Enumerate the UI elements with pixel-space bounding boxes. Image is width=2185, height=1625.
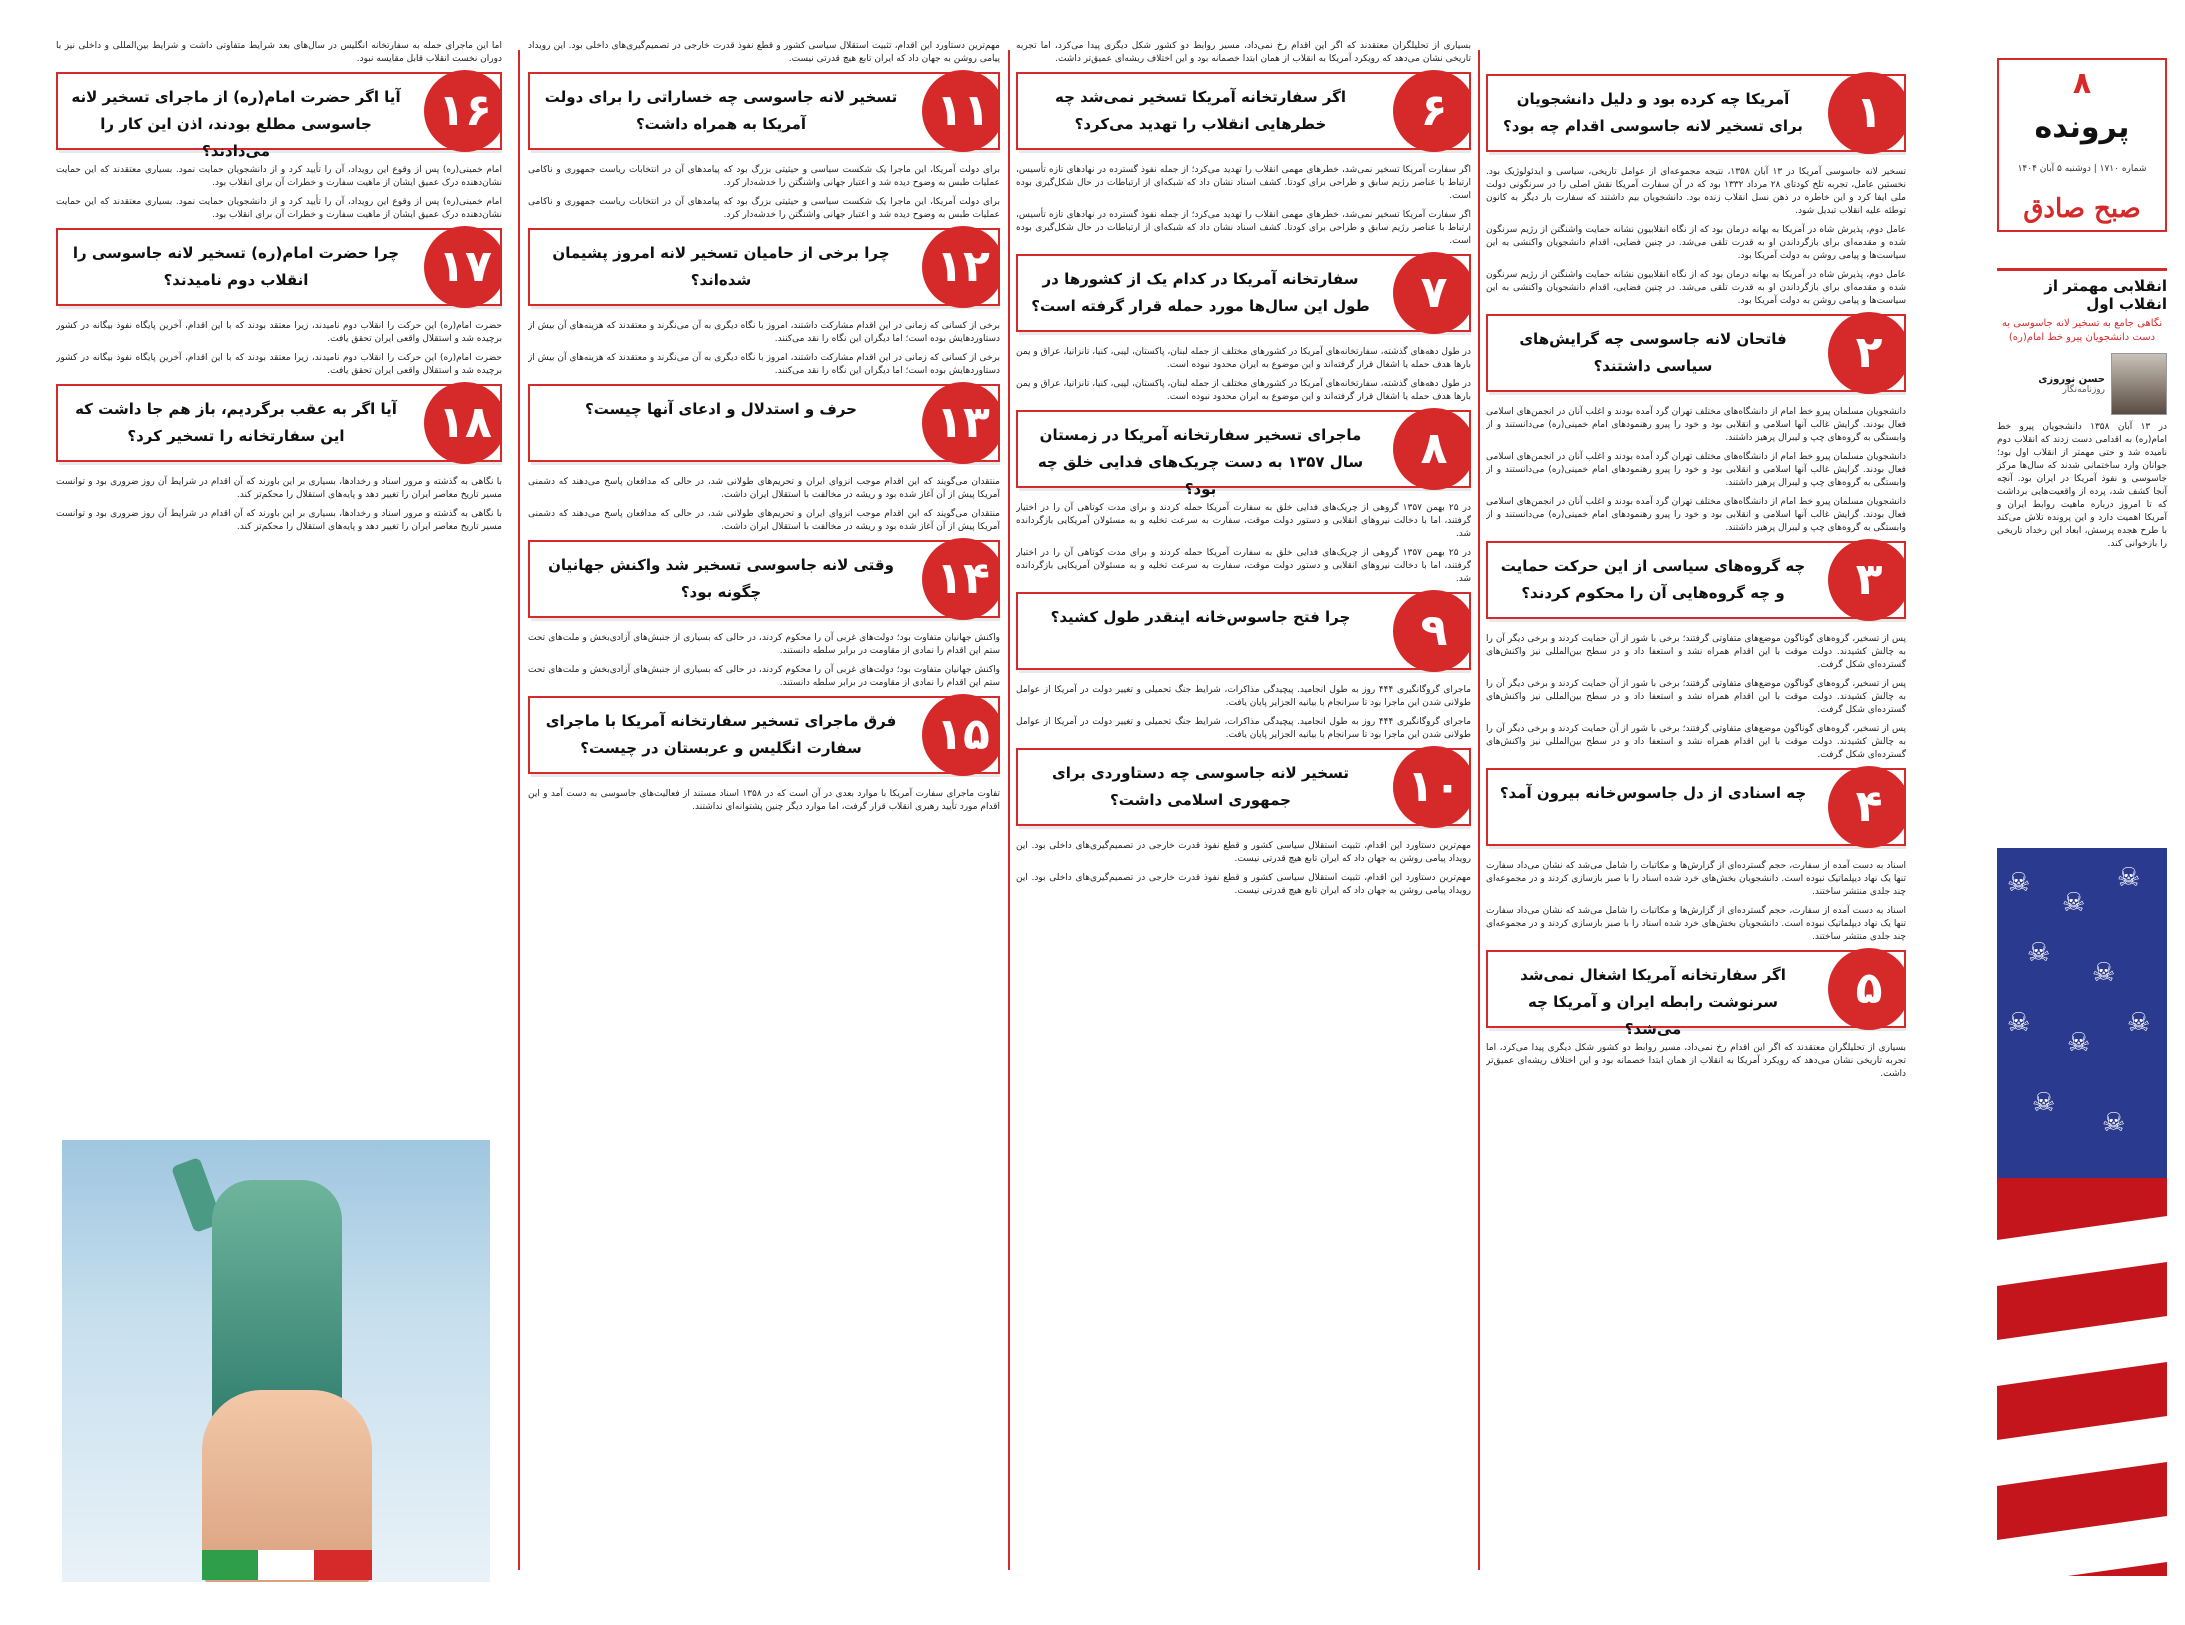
intro-title: انقلابی مهمتر از انقلاب اول (2044, 277, 2167, 313)
article-text: مهم‌ترین دستاورد این اقدام، تثبیت استقلال سیاسی کشور و قطع نفوذ قدرت خارجی در تصمیم‌گیری‌های داخلی بود. این رویداد پیامی روشن به جهان داد که ایران تابع هیچ قدرتی نیست. (1016, 841, 1471, 864)
question-number: ۱۵ (922, 694, 1000, 776)
author-name: حسن نوروزی (2038, 373, 2105, 385)
section-title: پرونده (2034, 110, 2130, 145)
question-title: اگر سفارتخانه آمریکا تسخیر نمی‌شد چه خطرهایی انقلاب را تهدید می‌کرد؟ (1054, 88, 1347, 133)
question-number: ۴ (1828, 766, 1906, 848)
skull-icon: ☠ (2007, 1008, 2031, 1038)
intro-box (1997, 268, 2167, 551)
question-box (1486, 950, 1906, 1038)
question-box (528, 696, 1000, 774)
article-text: پس از تسخیر، گروه‌های گوناگون موضع‌های متفاوتی گرفتند؛ برخی با شور از آن حمایت کردند و برخی دیگر آن را به چالش کشیدند. دولت موقت با این اقدام همراه نشد و استعفا داد و در سطح بین‌المللی نیز واکنش‌های گسترده‌ای شکل گرفت. (1486, 724, 1906, 760)
question-box (528, 540, 1000, 618)
question-box (1486, 74, 1906, 152)
question-box (1016, 72, 1471, 150)
article-text: در طول دهه‌های گذشته، سفارتخانه‌های آمریکا در کشورهای مختلف از جمله لبنان، پاکستان، لیبی، کنیا، تانزانیا، عراق و یمن بارها هدف حمله یا اشغال قرار گرفته‌اند و این موضوع به ایران محدود نبوده است. (1016, 379, 1471, 402)
author-photo (2111, 353, 2167, 415)
skull-icon: ☠ (2032, 1088, 2056, 1118)
question-title: سفارتخانه آمریکا در کدام یک از کشورها در طول این سال‌ها مورد حمله قرار گرفته است؟ (1031, 270, 1370, 315)
intro-text: در ۱۳ آبان ۱۳۵۸ دانشجویان پیرو خط امام(ره) به اقدامی دست زدند که انقلاب دوم نامیده شد و حتی مهمتر از انقلاب اول بود؛ جوانان وارد ساختمانی شدند که سال‌ها مرکز جاسوسی و نفوذ آمریکا در ایران بود. آنچه آنجا کشف شد، پرده از واقعیت‌هایی برداشت که تا امروز درباره ماهیت روابط ایران و آمریکا اهمیت دارد و این پرونده تلاش می‌کند با طرح هجده پرسش، ابعاد این رخداد تاریخی را بازخوانی کند. (1997, 422, 2167, 549)
question-title: حرف و استدلال و ادعای آنها چیست؟ (585, 400, 857, 418)
question-title: آیا اگر به عقب برگردیم، باز هم جا داشت که این سفارتخانه را تسخیر کرد؟ (75, 400, 397, 445)
article-text: مهم‌ترین دستاورد این اقدام، تثبیت استقلال سیاسی کشور و قطع نفوذ قدرت خارجی در تصمیم‌گیری‌های داخلی بود. این رویداد پیامی روشن به جهان داد که ایران تابع هیچ قدرتی نیست. (528, 41, 1000, 64)
column-questions-6-10 (1016, 40, 1471, 1610)
skull-icon: ☠ (2062, 888, 2086, 918)
question-number: ۱۰ (1393, 746, 1471, 828)
question-title: اگر سفارتخانه آمریکا اشغال نمی‌شد سرنوشت رابطه ایران و آمریکا چه می‌شد؟ (1520, 966, 1786, 1038)
question-title: فاتحان لانه جاسوسی چه گرایش‌های سیاسی داشتند؟ (1519, 330, 1787, 375)
column-rule (1478, 50, 1480, 1570)
question-number: ۶ (1393, 70, 1471, 152)
article-text: مهم‌ترین دستاورد این اقدام، تثبیت استقلال سیاسی کشور و قطع نفوذ قدرت خارجی در تصمیم‌گیری‌های داخلی بود. این رویداد پیامی روشن به جهان داد که ایران تابع هیچ قدرتی نیست. (1016, 873, 1471, 896)
question-number: ۱ (1828, 72, 1906, 154)
column-rule (1008, 50, 1010, 1570)
article-text: برخی از کسانی که زمانی در این اقدام مشارکت داشتند، امروز با نگاه دیگری به آن می‌نگرند و معتقدند که هزینه‌های آن بیش از دستاوردهایش بوده است؛ اما دیگران این نگاه را نقد می‌کنند. (528, 321, 1000, 344)
author-block (1997, 353, 2167, 415)
flag-stripe (1997, 1516, 2167, 1576)
article-text: برای دولت آمریکا، این ماجرا یک شکست سیاسی و حیثیتی بزرگ بود که پیامدهای آن در انتخابات ریاست جمهوری و ناکامی عملیات طبس به وضوح دیده شد و اعتبار جهانی واشنگتن را خدشه‌دار کرد. (528, 197, 1000, 220)
question-title: آیا اگر حضرت امام(ره) از ماجرای تسخیر لانه جاسوسی مطلع بودند، اذن این کار را می‌دادند؟ (71, 88, 401, 160)
article-text: اگر سفارت آمریکا تسخیر نمی‌شد، خطرهای مهمی انقلاب را تهدید می‌کرد؛ از جمله نفوذ گسترده در نهادهای تازه تأسیس، ارتباط با عناصر رژیم سابق و طراحی برای کودتا. کشف اسناد نشان داد که شبکه‌ای از ارتباطات در حال شکل‌گیری بوده است. (1016, 210, 1471, 246)
skull-icon: ☠ (2007, 868, 2031, 898)
question-title: چرا حضرت امام(ره) تسخیر لانه جاسوسی را انقلاب دوم نامیدند؟ (72, 244, 400, 289)
question-number: ۳ (1828, 539, 1906, 621)
column-questions-16-18 (56, 40, 502, 1120)
article-text: پس از تسخیر، گروه‌های گوناگون موضع‌های متفاوتی گرفتند؛ برخی با شور از آن حمایت کردند و برخی دیگر آن را به چالش کشیدند. دولت موقت با این اقدام همراه نشد و استعفا داد و در سطح بین‌المللی نیز واکنش‌های گسترده‌ای شکل گرفت. (1486, 634, 1906, 670)
question-title: آمریکا چه کرده بود و دلیل دانشجویان برای تسخیر لانه جاسوسی اقدام چه بود؟ (1503, 90, 1803, 135)
article-text: با نگاهی به گذشته و مرور اسناد و رخدادها، بسیاری بر این باورند که آن اقدام در شرایط آن روز ضروری بود و توانست مسیر تاریخ معاصر ایران را تغییر دهد و پایه‌های استقلال را محکم‌تر کند. (56, 477, 502, 500)
article-text: امام خمینی(ره) پس از وقوع این رویداد، آن را تأیید کرد و از دانشجویان حمایت نمود. بسیاری معتقدند که این حمایت نشان‌دهنده درک عمیق ایشان از ماهیت سفارت و خطرات آن برای انقلاب بود. (56, 165, 502, 188)
flag-stripe (1997, 1416, 2167, 1486)
question-box (56, 72, 502, 160)
article-text: دانشجویان مسلمان پیرو خط امام از دانشگاه‌های مختلف تهران گرد آمده بودند و اغلب آنان در انجمن‌های اسلامی فعال بودند. گرایش غالب آنها اسلامی و انقلابی بود و خود را پیرو رهنمودهای امام خمینی(ره) می‌دانستند و از وابستگی به گروه‌های چپ و لیبرال پرهیز داشتند. (1486, 407, 1906, 443)
article-text: واکنش جهانیان متفاوت بود؛ دولت‌های غربی آن را محکوم کردند، در حالی که بسیاری از جنبش‌های آزادی‌بخش و ملت‌های تحت ستم این اقدام را نمادی از مقاومت در برابر سلطه دانستند. (528, 665, 1000, 688)
article-text: اما این ماجرای حمله به سفارتخانه انگلیس در سال‌های بعد شرایط متفاوتی داشت و شرایط بین‌المللی و داخلی نیز با دوران نخست انقلاب قابل مقایسه نبود. (56, 41, 502, 64)
question-box (1486, 314, 1906, 392)
question-box (528, 384, 1000, 462)
masthead (1997, 58, 2167, 232)
us-flag-skulls-image (1997, 848, 2167, 1576)
question-box (1016, 592, 1471, 670)
question-title: وقتی لانه جاسوسی تسخیر شد واکنش جهانیان چگونه بود؟ (548, 556, 894, 601)
article-text: منتقدان می‌گویند که این اقدام موجب انزوای ایران و تحریم‌های طولانی شد، در حالی که مدافعان پاسخ می‌دهند که دشمنی آمریکا پیش از آن آغاز شده بود و ریشه در مخالفت با استقلال ایران داشت. (528, 477, 1000, 500)
skull-icon: ☠ (2067, 1028, 2091, 1058)
article-text: تسخیر لانه جاسوسی آمریکا در ۱۳ آبان ۱۳۵۸، نتیجه مجموعه‌ای از عوامل تاریخی، سیاسی و ایدئولوژیک بود. نخستین عامل، تجربه تلخ کودتای ۲۸ مرداد ۱۳۳۲ بود که در آن سفارت آمریکا نقش اصلی را در سرنگونی دولت ملی ایفا کرد و این خاطره در ذهن نسل انقلاب زنده بود. دانشجویان بیم داشتند که سفارت بار دیگر به کانون توطئه علیه انقلاب تبدیل شود. (1486, 167, 1906, 216)
article-text: پس از تسخیر، گروه‌های گوناگون موضع‌های متفاوتی گرفتند؛ برخی با شور از آن حمایت کردند و برخی دیگر آن را به چالش کشیدند. دولت موقت با این اقدام همراه نشد و استعفا داد و در سطح بین‌المللی نیز واکنش‌های گسترده‌ای شکل گرفت. (1486, 679, 1906, 715)
question-number: ۱۳ (922, 382, 1000, 464)
question-box (528, 228, 1000, 306)
question-number: ۱۱ (922, 70, 1000, 152)
question-title: فرق ماجرای تسخیر سفارتخانه آمریکا با ماجرای سفارت انگلیس و عربستان در چیست؟ (545, 712, 897, 757)
question-title: تسخیر لانه جاسوسی چه خساراتی را برای دولت آمریکا به همراه داشت؟ (544, 88, 898, 133)
question-box (1486, 768, 1906, 846)
sidebar (1997, 58, 2167, 557)
question-box (1016, 748, 1471, 826)
question-title: چه گروه‌های سیاسی از این حرکت حمایت و چه گروه‌هایی آن را محکوم کردند؟ (1500, 557, 1806, 602)
column-questions-1-5 (1486, 40, 1906, 1610)
question-number: ۱۲ (922, 226, 1000, 308)
article-text: عامل دوم، پذیرش شاه در آمریکا به بهانه درمان بود که از نگاه انقلابیون نشانه حمایت واشنگتن از رژیم سرنگون شده و مقدمه‌ای برای بازگرداندن او به قدرت تلقی می‌شد. در چنین فضایی، اقدام دانشجویان واکنشی به این سیاست‌ها و پیامی روشن به دولت آمریکا بود. (1486, 270, 1906, 306)
article-text: در ۲۵ بهمن ۱۳۵۷ گروهی از چریک‌های فدایی خلق به سفارت آمریکا حمله کردند و برای مدت کوتاهی آن را در اختیار گرفتند، اما با دخالت نیروهای انقلابی و دستور دولت موقت، سفارت به سرعت تخلیه و به مسئولان آمریکایی بازگردانده شد. (1016, 503, 1471, 539)
article-text: اسناد به دست آمده از سفارت، حجم گسترده‌ای از گزارش‌ها و مکاتبات را شامل می‌شد که نشان می‌داد سفارت تنها یک نهاد دیپلماتیک نبوده است. دانشجویان بخش‌های خرد شده اسناد را با صبر بازسازی کردند و در مجموعه‌ای چند جلدی منتشر ساختند. (1486, 906, 1906, 942)
article-text: بسیاری از تحلیلگران معتقدند که اگر این اقدام رخ نمی‌داد، مسیر روابط دو کشور شکل دیگری پیدا می‌کرد، اما تجربه تاریخی نشان می‌دهد که رویکرد آمریکا به انقلاب از همان ابتدا خصمانه بود و این اختلاف ریشه‌ای عمیق‌تر داشت. (1486, 1043, 1906, 1079)
flag-stripe (1997, 1216, 2167, 1286)
question-box (1016, 254, 1471, 332)
article-text: دانشجویان مسلمان پیرو خط امام از دانشگاه‌های مختلف تهران گرد آمده بودند و اغلب آنان در انجمن‌های اسلامی فعال بودند. گرایش غالب آنها اسلامی و انقلابی بود و خود را پیرو رهنمودهای امام خمینی(ره) می‌دانستند و از وابستگی به گروه‌های چپ و لیبرال پرهیز داشتند. (1486, 497, 1906, 533)
question-number: ۷ (1393, 252, 1471, 334)
article-text: تفاوت ماجرای سفارت آمریکا با موارد بعدی در آن است که در ۱۳۵۸ اسناد مستند از فعالیت‌های جاسوسی به دست آمد و این اقدام مورد تأیید رهبری انقلاب قرار گرفت، اما موارد دیگر چنین پشتوانه‌ای نداشتند. (528, 789, 1000, 812)
skull-icon: ☠ (2092, 958, 2116, 988)
crushed-statue-of-liberty-image (62, 1140, 490, 1582)
article-text: واکنش جهانیان متفاوت بود؛ دولت‌های غربی آن را محکوم کردند، در حالی که بسیاری از جنبش‌های آزادی‌بخش و ملت‌های تحت ستم این اقدام را نمادی از مقاومت در برابر سلطه دانستند. (528, 633, 1000, 656)
article-text: برای دولت آمریکا، این ماجرا یک شکست سیاسی و حیثیتی بزرگ بود که پیامدهای آن در انتخابات ریاست جمهوری و ناکامی عملیات طبس به وضوح دیده شد و اعتبار جهانی واشنگتن را خدشه‌دار کرد. (528, 165, 1000, 188)
author-role: روزنامه‌نگار (2062, 384, 2105, 395)
question-box (528, 72, 1000, 150)
skull-icon: ☠ (2117, 863, 2141, 893)
article-text: حضرت امام(ره) این حرکت را انقلاب دوم نامیدند، زیرا معتقد بودند که با این اقدام، آخرین پایگاه نفوذ بیگانه در کشور برچیده شد و استقلال واقعی ایران تحقق یافت. (56, 321, 502, 344)
article-text: ماجرای گروگانگیری ۴۴۴ روز به طول انجامید. پیچیدگی مذاکرات، شرایط جنگ تحمیلی و تغییر دولت در آمریکا از عوامل طولانی شدن این ماجرا بود تا سرانجام با بیانیه الجزایر پایان یافت. (1016, 685, 1471, 708)
skull-icon: ☠ (2102, 1108, 2126, 1138)
question-title: چرا برخی از حامیان تسخیر لانه امروز پشیمان شده‌اند؟ (552, 244, 890, 289)
article-text: عامل دوم، پذیرش شاه در آمریکا به بهانه درمان بود که از نگاه انقلابیون نشانه حمایت واشنگتن از رژیم سرنگون شده و مقدمه‌ای برای بازگرداندن او به قدرت تلقی می‌شد. در چنین فضایی، اقدام دانشجویان واکنشی به این سیاست‌ها و پیامی روشن به دولت آمریکا بود. (1486, 225, 1906, 261)
question-box (56, 228, 502, 306)
question-title: ماجرای تسخیر سفارتخانه آمریکا در زمستان سال ۱۳۵۷ به دست چریک‌های فدایی خلق چه بود؟ (1037, 426, 1364, 498)
article-text: با نگاهی به گذشته و مرور اسناد و رخدادها، بسیاری بر این باورند که آن اقدام در شرایط آن روز ضروری بود و توانست مسیر تاریخ معاصر ایران را تغییر دهد و پایه‌های استقلال را محکم‌تر کند. (56, 509, 502, 532)
page-number: ۸ (2072, 66, 2092, 101)
question-number: ۲ (1828, 312, 1906, 394)
article-text: دانشجویان مسلمان پیرو خط امام از دانشگاه‌های مختلف تهران گرد آمده بودند و اغلب آنان در انجمن‌های اسلامی فعال بودند. گرایش غالب آنها اسلامی و انقلابی بود و خود را پیرو رهنمودهای امام خمینی(ره) می‌دانستند و از وابستگی به گروه‌های چپ و لیبرال پرهیز داشتند. (1486, 452, 1906, 488)
article-text: بسیاری از تحلیلگران معتقدند که اگر این اقدام رخ نمی‌داد، مسیر روابط دو کشور شکل دیگری پیدا می‌کرد، اما تجربه تاریخی نشان می‌دهد که رویکرد آمریکا به انقلاب از همان ابتدا خصمانه بود و این اختلاف ریشه‌ای عمیق‌تر داشت. (1016, 41, 1471, 64)
iran-flag-wristband (202, 1550, 372, 1580)
article-text: اگر سفارت آمریکا تسخیر نمی‌شد، خطرهای مهمی انقلاب را تهدید می‌کرد؛ از جمله نفوذ گسترده در نهادهای تازه تأسیس، ارتباط با عناصر رژیم سابق و طراحی برای کودتا. کشف اسناد نشان داد که شبکه‌ای از ارتباطات در حال شکل‌گیری بوده است. (1016, 165, 1471, 201)
question-title: چرا فتح جاسوس‌خانه اینقدر طول کشید؟ (1050, 608, 1351, 626)
article-text: در ۲۵ بهمن ۱۳۵۷ گروهی از چریک‌های فدایی خلق به سفارت آمریکا حمله کردند و برای مدت کوتاهی آن را در اختیار گرفتند، اما با دخالت نیروهای انقلابی و دستور دولت موقت، سفارت به سرعت تخلیه و به مسئولان آمریکایی بازگردانده شد. (1016, 548, 1471, 584)
column-rule (518, 50, 520, 1570)
article-text: امام خمینی(ره) پس از وقوع این رویداد، آن را تأیید کرد و از دانشجویان حمایت نمود. بسیاری معتقدند که این حمایت نشان‌دهنده درک عمیق ایشان از ماهیت سفارت و خطرات آن برای انقلاب بود. (56, 197, 502, 220)
article-text: برخی از کسانی که زمانی در این اقدام مشارکت داشتند، امروز با نگاه دیگری به آن می‌نگرند و معتقدند که هزینه‌های آن بیش از دستاوردهایش بوده است؛ اما دیگران این نگاه را نقد می‌کنند. (528, 353, 1000, 376)
question-title: تسخیر لانه جاسوسی چه دستاوردی برای جمهوری اسلامی داشت؟ (1051, 764, 1350, 809)
flag-stripe (1997, 1316, 2167, 1386)
column-questions-11-15 (528, 40, 1000, 1610)
question-number: ۹ (1393, 590, 1471, 672)
question-box (56, 384, 502, 462)
publication-logo: صبح صادق (2023, 194, 2141, 224)
question-number: ۱۸ (424, 382, 502, 464)
question-number: ۵ (1828, 948, 1906, 1030)
article-text: ماجرای گروگانگیری ۴۴۴ روز به طول انجامید. پیچیدگی مذاکرات، شرایط جنگ تحمیلی و تغییر دولت در آمریکا از عوامل طولانی شدن این ماجرا بود تا سرانجام با بیانیه الجزایر پایان یافت. (1016, 717, 1471, 740)
question-box (1016, 410, 1471, 498)
article-text: اسناد به دست آمده از سفارت، حجم گسترده‌ای از گزارش‌ها و مکاتبات را شامل می‌شد که نشان می‌داد سفارت تنها یک نهاد دیپلماتیک نبوده است. دانشجویان بخش‌های خرد شده اسناد را با صبر بازسازی کردند و در مجموعه‌ای چند جلدی منتشر ساختند. (1486, 861, 1906, 897)
question-box (1486, 541, 1906, 619)
question-number: ۱۷ (424, 226, 502, 308)
article-text: در طول دهه‌های گذشته، سفارتخانه‌های آمریکا در کشورهای مختلف از جمله لبنان، پاکستان، لیبی، کنیا، تانزانیا، عراق و یمن بارها هدف حمله یا اشغال قرار گرفته‌اند و این موضوع به ایران محدود نبوده است. (1016, 347, 1471, 370)
question-number: ۱۶ (424, 70, 502, 152)
question-number: ۱۴ (922, 538, 1000, 620)
article-text: منتقدان می‌گویند که این اقدام موجب انزوای ایران و تحریم‌های طولانی شد، در حالی که مدافعان پاسخ می‌دهند که دشمنی آمریکا پیش از آن آغاز شده بود و ریشه در مخالفت با استقلال ایران داشت. (528, 509, 1000, 532)
intro-subtitle: نگاهی جامع به تسخیر لانه جاسوسی به دست دانشجویان پیرو خط امام(ره) (2001, 318, 2163, 343)
skull-icon: ☠ (2027, 938, 2051, 968)
skull-icon: ☠ (2127, 1008, 2151, 1038)
question-number: ۸ (1393, 408, 1471, 490)
article-text: حضرت امام(ره) این حرکت را انقلاب دوم نامیدند، زیرا معتقد بودند که با این اقدام، آخرین پایگاه نفوذ بیگانه در کشور برچیده شد و استقلال واقعی ایران تحقق یافت. (56, 353, 502, 376)
question-title: چه اسنادی از دل جاسوس‌خانه بیرون آمد؟ (1499, 784, 1807, 802)
issue-info: شماره ۱۷۱۰ | دوشنبه ۵ آبان ۱۴۰۴ (2017, 164, 2147, 174)
